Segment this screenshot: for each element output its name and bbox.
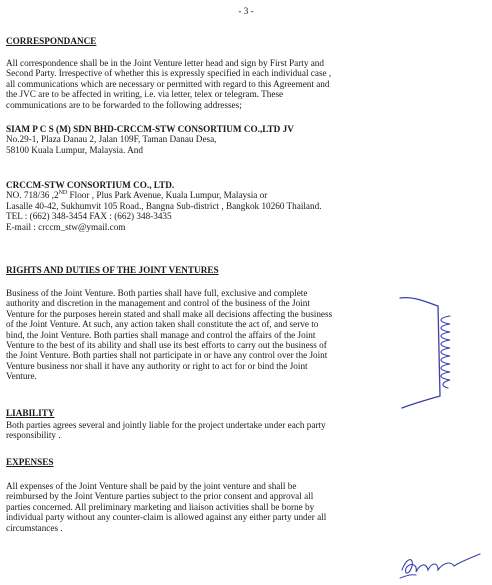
expenses-paragraph — [6, 481, 412, 533]
liability-heading: LIABILITY — [6, 408, 55, 418]
text-line: All correspondence shall be in the Joint Venture letter head and sign by First Party and — [6, 58, 324, 68]
rights-paragraph — [6, 288, 412, 382]
text-line: the JVC are to be affected in writing, i.e. via letter, telex or telegram. These — [6, 89, 284, 100]
text-line: Business of the Joint Venture. Both parties shall have full, exclusive and complete — [6, 288, 308, 298]
ordinal-suffix: ND — [58, 190, 68, 197]
correspondance-paragraph — [6, 58, 412, 110]
text-line: Both parties agrees several and jointly liable for the project undertake under each party — [6, 420, 326, 430]
text-line: parties concerned. All preliminary marketing and liaison activities shall be borne by — [6, 501, 315, 512]
text-line: Venture business nor shall it have any authority or right to act for or bind the Joint — [6, 360, 308, 371]
text-line: Venture to the best of its ability and shall use its best efforts to carry out the business of — [6, 340, 327, 351]
handwritten-signature — [394, 548, 486, 582]
address-siam — [6, 124, 412, 155]
correspondance-heading: CORRESPONDANCE — [6, 36, 97, 46]
address-line — [6, 190, 412, 200]
text-line: of the Joint Venture. At such, any action taken shall constitute the act of, and serve to — [6, 319, 319, 330]
text-line: circumstances . — [6, 522, 63, 533]
address-line: 58100 Kuala Lumpur, Malaysia. And — [6, 144, 143, 155]
address-siam-name: SIAM P C S (M) SDN BHD-CRCCM-STW CONSORTIUM CO.,LTD JV — [6, 124, 294, 134]
address-line: Lasalle 40-42, Sukhumvit 105 Road., Bangna Sub-district , Bangkok 10260 Thailand. — [6, 200, 322, 211]
text-line: Venture. — [6, 371, 37, 382]
page-number: - 3 - — [238, 6, 254, 16]
text-line: communications are to be forwarded to the following addresses; — [6, 99, 242, 110]
text-line: the Joint Venture. Both parties shall not participate in or have any control over the Joint — [6, 350, 328, 361]
text-line: responsibility . — [6, 430, 61, 441]
text-line: all communications which are necessary or permitted with regard to this Agreement and — [6, 78, 330, 89]
text-line: All expenses of the Joint Venture shall be paid by the joint venture and shall be — [6, 481, 297, 491]
address-line-part: NO. 718/36 ,2 — [6, 190, 59, 201]
address-line-part: Floor , Plus Park Avenue, Kuala Lumpur, Malaysia or — [67, 190, 268, 201]
rights-heading: RIGHTS AND DUTIES OF THE JOINT VENTURES — [6, 265, 219, 275]
handwritten-initials-annotation — [432, 312, 462, 392]
address-crccm-name: CRCCM-STW CONSORTIUM CO., LTD. — [6, 180, 175, 190]
address-line: TEL : (662) 348-3454 FAX : (662) 348-3435 — [6, 211, 172, 222]
address-line: No.29-1, Plaza Danau 2, Jalan 109F, Taman Danau Desa, — [6, 134, 217, 145]
text-line: individual party without any counter-claim is allowed against any either party under all — [6, 512, 327, 523]
address-crccm — [6, 180, 412, 232]
expenses-heading: EXPENSES — [6, 457, 54, 467]
text-line: reimbursed by the Joint Venture parties subject to the prior consent and approval all — [6, 491, 314, 502]
text-line: Venture for the purposes herein stated and shall make all decisions affecting the business — [6, 308, 333, 319]
text-line: bind, the Joint Venture. Both parties shall manage and control the affairs of the Joint — [6, 329, 316, 340]
email-line: E-mail : crccm_stw@ymail.com — [6, 221, 126, 232]
text-line: Second Party. Irrespective of whether this is expressly specified in each individual case , — [6, 68, 332, 79]
liability-paragraph — [6, 420, 412, 441]
text-line: authority and discretion in the management and control of the business of the Joint — [6, 298, 310, 309]
